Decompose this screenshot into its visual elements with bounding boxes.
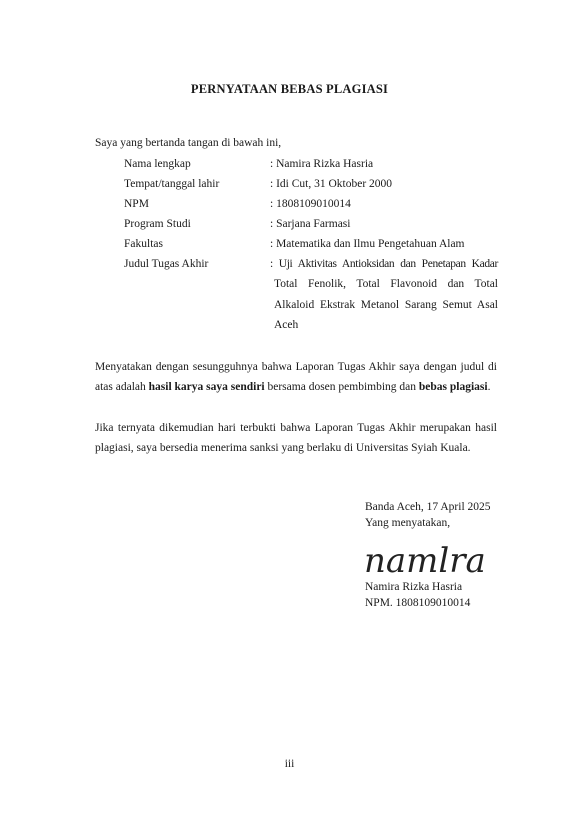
signatory [365,580,470,611]
text-run: bersama dosen pembimbing dan [264,381,419,394]
paragraph-line: plagiasi, saya bersedia menerima sanksi yang berlaku di Universitas Syiah Kuala. [95,442,471,455]
field-label: Program Studi [124,218,191,230]
identity-fields [124,157,498,335]
thesis-title-line: Aceh [274,318,299,331]
field-label: Judul Tugas Akhir [124,258,209,270]
document-title: PERNYATAAN BEBAS PLAGIASI [190,82,389,96]
field-row-program [124,217,498,237]
thesis-title-line: : Uji Aktivitas Antioksidan dan Penetapan Kadar [270,258,498,270]
field-label: Nama lengkap [124,158,191,170]
intro-text: Saya yang bertanda tangan di bawah ini, [95,137,282,149]
field-value: : Sarjana Farmasi [270,218,351,230]
declaration-paragraph [95,357,497,398]
declarant-label: Yang menyatakan, [365,517,451,529]
place-date: Banda Aceh, 17 April 2025 [365,501,491,513]
field-label: Tempat/tanggal lahir [124,178,220,190]
thesis-title-line: Total Fenolik, Total Flavonoid dan Total [274,278,498,291]
signatory-name: Namira Rizka Hasria [365,581,463,593]
field-row-thesis-title [124,257,498,335]
field-value: : Idi Cut, 31 Oktober 2000 [270,178,393,190]
field-label: Fakultas [124,238,163,250]
emphasis-plagiarism-free: bebas plagiasi [418,381,488,394]
paragraph-line [95,377,497,397]
paragraph-line: Menyatakan dengan sesungguhnya bahwa Laporan Tugas Akhir saya dengan judul di [95,361,497,373]
signature-text: namlra [364,541,486,581]
field-row-npm [124,197,498,217]
field-value: : Namira Rizka Hasria [270,158,374,170]
emphasis-original-work: hasil karya saya sendiri [148,381,265,394]
field-value: : Matematika dan Ilmu Pengetahuan Alam [270,238,465,250]
thesis-title [270,257,498,335]
paragraph-line: Jika ternyata dikemudian hari terbukti bahwa Laporan Tugas Akhir merupakan hasil [95,422,497,434]
field-row-name [124,157,498,177]
thesis-title-line: Alkaloid Ekstrak Metanol Sarang Semut Asal [274,298,498,311]
signatory-npm: NPM. 1808109010014 [365,596,471,609]
field-value: : 1808109010014 [270,198,351,210]
sanction-paragraph [95,418,497,459]
page-number: iii [284,758,295,770]
handwritten-signature [362,528,486,586]
signature-header [365,499,491,531]
field-label: NPM [124,198,149,210]
text-run: . [487,381,491,394]
text-run: atas adalah [95,381,149,394]
field-row-birth [124,177,498,197]
